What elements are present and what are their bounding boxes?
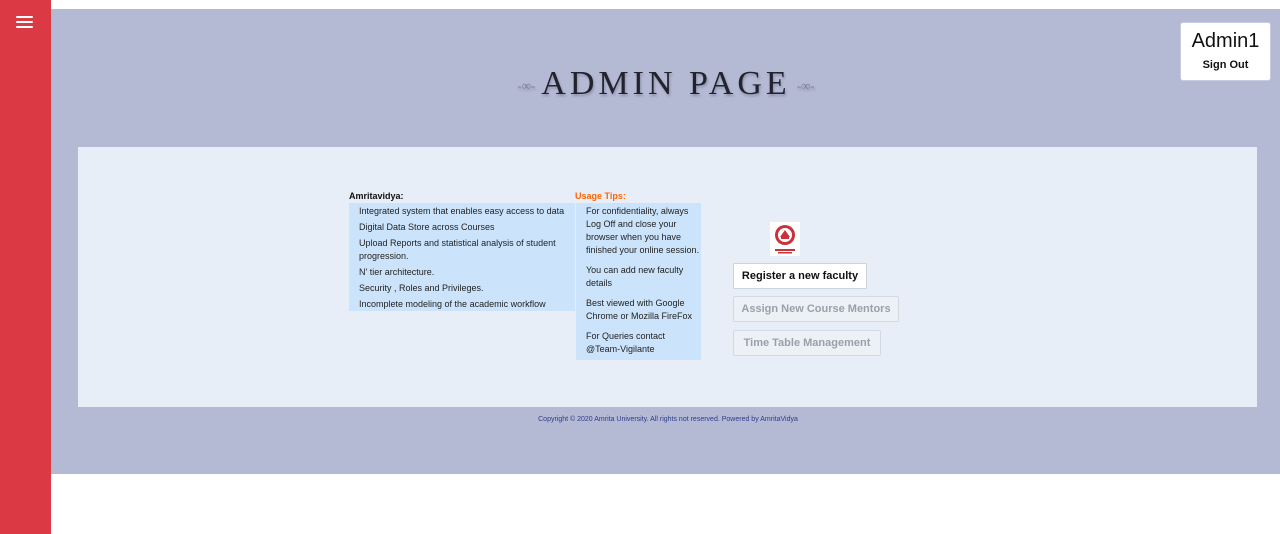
tip-item: For confidentiality, always Log Off and close your browser when you have finished your online session. (586, 206, 700, 255)
feature-item: Integrated system that enables easy access to data (359, 206, 565, 216)
feature-item: Incomplete modeling of the academic workflow (359, 299, 546, 309)
tip-item: Best viewed with Google Chrome or Mozilla FireFox (586, 298, 693, 321)
page-title-text: ADMIN PAGE (541, 65, 791, 102)
register-faculty-button[interactable]: Register a new faculty (733, 263, 867, 289)
assign-course-mentors-button[interactable]: Assign New Course Mentors (733, 296, 899, 322)
usage-tips-list (576, 203, 701, 360)
features-heading: Amritavidya: (349, 191, 404, 201)
hamburger-icon[interactable] (16, 14, 33, 30)
user-box (1180, 22, 1271, 81)
feature-item: Digital Data Store across Courses (359, 222, 495, 232)
page-title (480, 65, 852, 103)
timetable-management-button[interactable]: Time Table Management (733, 330, 881, 356)
feature-item: Security , Roles and Privileges. (359, 283, 484, 293)
features-list (349, 203, 575, 311)
university-seal-icon[interactable] (770, 222, 800, 256)
tip-item: You can add new faculty details (586, 265, 684, 288)
copyright-text: Copyright © 2020 Amrita University. All rights not reserved. Powered by AmritaVidya (538, 416, 798, 423)
sign-out-link[interactable]: Sign Out (1202, 59, 1249, 71)
usage-tips-heading: Usage Tips: (575, 191, 626, 201)
title-ornament-right: -∞- (796, 78, 815, 94)
user-name: Admin1 (1191, 30, 1260, 52)
tip-item: For Queries contact @Team-Vigilante (586, 331, 666, 354)
feature-item: N' tier architecture. (359, 267, 435, 277)
feature-item: Upload Reports and statistical analysis of student progression. (359, 238, 556, 261)
title-ornament-left: -∞- (517, 78, 536, 94)
sidebar (0, 0, 51, 534)
